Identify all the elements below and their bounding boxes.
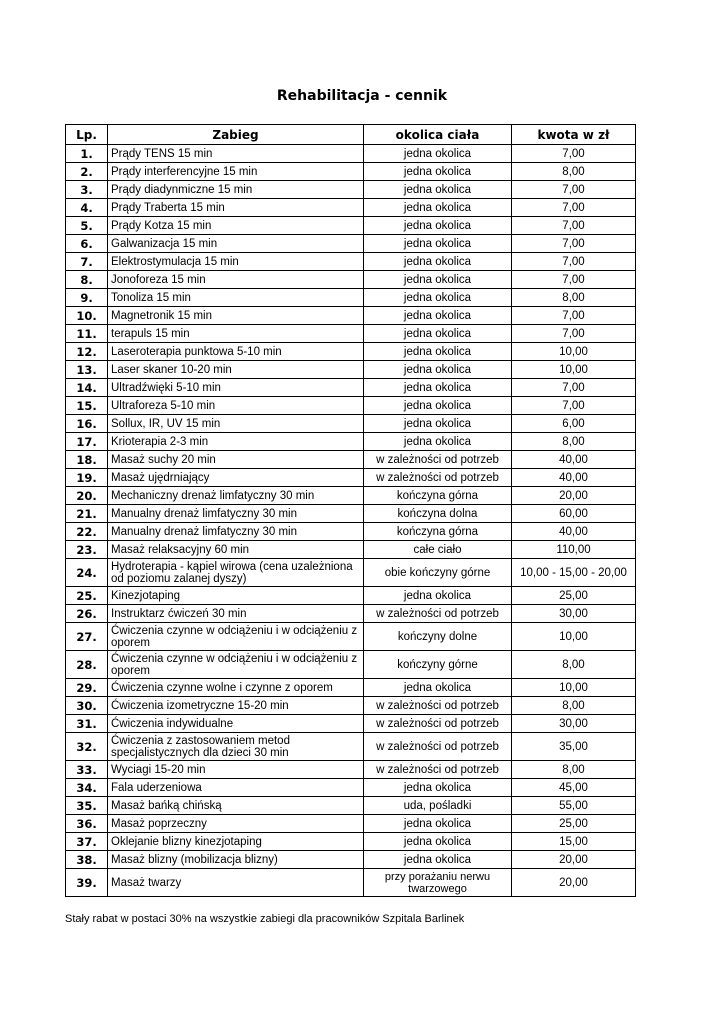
header-okolica: okolica ciała bbox=[364, 125, 512, 145]
price: 15,00 bbox=[512, 833, 636, 851]
treatment-name: Tonoliza 15 min bbox=[108, 289, 364, 307]
table-row bbox=[66, 235, 636, 253]
body-area: jedna okolica bbox=[364, 433, 512, 451]
body-area: kończyna górna bbox=[364, 487, 512, 505]
table-row bbox=[66, 343, 636, 361]
treatment-name: Masaż blizny (mobilizacja blizny) bbox=[108, 851, 364, 869]
price: 7,00 bbox=[512, 199, 636, 217]
body-area: jedna okolica bbox=[364, 397, 512, 415]
body-area: jedna okolica bbox=[364, 217, 512, 235]
price: 7,00 bbox=[512, 307, 636, 325]
body-area: jedna okolica bbox=[364, 307, 512, 325]
row-number: 11. bbox=[66, 325, 108, 343]
table-row bbox=[66, 679, 636, 697]
row-number: 21. bbox=[66, 505, 108, 523]
treatment-name: Ćwiczenia czynne w odciążeniu i w odciążeniu z oporem bbox=[108, 623, 364, 651]
page-title: Rehabilitacja - cennik bbox=[276, 88, 448, 104]
price: 10,00 - 15,00 - 20,00 bbox=[512, 559, 636, 587]
table-row bbox=[66, 851, 636, 869]
body-area: jedna okolica bbox=[364, 679, 512, 697]
body-area: jedna okolica bbox=[364, 145, 512, 163]
footnote: Stały rabat w postaci 30% na wszystkie zabiegi dla pracowników Szpitala Barlinek bbox=[65, 913, 465, 925]
row-number: 13. bbox=[66, 361, 108, 379]
treatment-name: Masaż ujędrniający bbox=[108, 469, 364, 487]
body-area: jedna okolica bbox=[364, 851, 512, 869]
price: 7,00 bbox=[512, 181, 636, 199]
body-area: jedna okolica bbox=[364, 815, 512, 833]
row-number: 35. bbox=[66, 797, 108, 815]
treatment-name: Masaż twarzy bbox=[108, 869, 364, 897]
price: 7,00 bbox=[512, 325, 636, 343]
row-number: 8. bbox=[66, 271, 108, 289]
row-number: 37. bbox=[66, 833, 108, 851]
price: 10,00 bbox=[512, 361, 636, 379]
price: 40,00 bbox=[512, 451, 636, 469]
price: 25,00 bbox=[512, 815, 636, 833]
treatment-name: Instruktarz ćwiczeń 30 min bbox=[108, 605, 364, 623]
row-number: 25. bbox=[66, 587, 108, 605]
treatment-name: Oklejanie blizny kinezjotaping bbox=[108, 833, 364, 851]
table-row bbox=[66, 199, 636, 217]
treatment-name: Manualny drenaż limfatyczny 30 min bbox=[108, 523, 364, 541]
body-area: w zależności od potrzeb bbox=[364, 697, 512, 715]
treatment-name: Manualny drenaż limfatyczny 30 min bbox=[108, 505, 364, 523]
table-row bbox=[66, 523, 636, 541]
price: 40,00 bbox=[512, 523, 636, 541]
treatment-name: Masaż bańką chińską bbox=[108, 797, 364, 815]
price: 10,00 bbox=[512, 623, 636, 651]
price: 20,00 bbox=[512, 851, 636, 869]
row-number: 18. bbox=[66, 451, 108, 469]
body-area: w zależności od potrzeb bbox=[364, 715, 512, 733]
row-number: 17. bbox=[66, 433, 108, 451]
table-row bbox=[66, 289, 636, 307]
treatment-name: terapuls 15 min bbox=[108, 325, 364, 343]
body-area: kończyna dolna bbox=[364, 505, 512, 523]
table-row bbox=[66, 587, 636, 605]
table-row bbox=[66, 779, 636, 797]
treatment-name: Ultraforeza 5-10 min bbox=[108, 397, 364, 415]
body-area: w zależności od potrzeb bbox=[364, 733, 512, 761]
table-row bbox=[66, 397, 636, 415]
table-row bbox=[66, 163, 636, 181]
table-row bbox=[66, 559, 636, 587]
price: 35,00 bbox=[512, 733, 636, 761]
treatment-name: Prądy interferencyjne 15 min bbox=[108, 163, 364, 181]
table-row bbox=[66, 505, 636, 523]
treatment-name: Jonoforeza 15 min bbox=[108, 271, 364, 289]
price: 20,00 bbox=[512, 487, 636, 505]
table-row bbox=[66, 869, 636, 897]
treatment-name: Masaż suchy 20 min bbox=[108, 451, 364, 469]
treatment-name: Masaż relaksacyjny 60 min bbox=[108, 541, 364, 559]
row-number: 4. bbox=[66, 199, 108, 217]
price: 30,00 bbox=[512, 605, 636, 623]
body-area: jedna okolica bbox=[364, 361, 512, 379]
treatment-name: Masaż poprzeczny bbox=[108, 815, 364, 833]
table-row bbox=[66, 181, 636, 199]
price: 10,00 bbox=[512, 343, 636, 361]
body-area: jedna okolica bbox=[364, 379, 512, 397]
body-area: jedna okolica bbox=[364, 163, 512, 181]
table-row bbox=[66, 605, 636, 623]
price: 8,00 bbox=[512, 697, 636, 715]
body-area: w zależności od potrzeb bbox=[364, 605, 512, 623]
body-area: jedna okolica bbox=[364, 271, 512, 289]
treatment-name: Kinezjotaping bbox=[108, 587, 364, 605]
price: 110,00 bbox=[512, 541, 636, 559]
treatment-name: Ćwiczenia czynne wolne i czynne z oporem bbox=[108, 679, 364, 697]
row-number: 20. bbox=[66, 487, 108, 505]
body-area: w zależności od potrzeb bbox=[364, 761, 512, 779]
treatment-name: Prądy diadynmiczne 15 min bbox=[108, 181, 364, 199]
row-number: 15. bbox=[66, 397, 108, 415]
body-area: jedna okolica bbox=[364, 587, 512, 605]
treatment-name: Prądy Traberta 15 min bbox=[108, 199, 364, 217]
row-number: 30. bbox=[66, 697, 108, 715]
treatment-name: Galwanizacja 15 min bbox=[108, 235, 364, 253]
table-row bbox=[66, 733, 636, 761]
price: 40,00 bbox=[512, 469, 636, 487]
price: 8,00 bbox=[512, 289, 636, 307]
treatment-name: Ultradźwięki 5-10 min bbox=[108, 379, 364, 397]
row-number: 39. bbox=[66, 869, 108, 897]
treatment-name: Laseroterapia punktowa 5-10 min bbox=[108, 343, 364, 361]
header-lp: Lp. bbox=[66, 125, 108, 145]
body-area: jedna okolica bbox=[364, 199, 512, 217]
table-body bbox=[66, 145, 636, 897]
row-number: 26. bbox=[66, 605, 108, 623]
treatment-name: Magnetronik 15 min bbox=[108, 307, 364, 325]
price: 25,00 bbox=[512, 587, 636, 605]
header-zabieg: Zabieg bbox=[108, 125, 364, 145]
table-row bbox=[66, 379, 636, 397]
body-area: uda, pośladki bbox=[364, 797, 512, 815]
row-number: 32. bbox=[66, 733, 108, 761]
table-row bbox=[66, 697, 636, 715]
body-area: jedna okolica bbox=[364, 325, 512, 343]
body-area: w zależności od potrzeb bbox=[364, 469, 512, 487]
price: 6,00 bbox=[512, 415, 636, 433]
row-number: 34. bbox=[66, 779, 108, 797]
body-area: jedna okolica bbox=[364, 343, 512, 361]
body-area: jedna okolica bbox=[364, 235, 512, 253]
table-row bbox=[66, 253, 636, 271]
treatment-name: Prądy TENS 15 min bbox=[108, 145, 364, 163]
row-number: 27. bbox=[66, 623, 108, 651]
row-number: 16. bbox=[66, 415, 108, 433]
table-row bbox=[66, 815, 636, 833]
table-row bbox=[66, 217, 636, 235]
price: 7,00 bbox=[512, 379, 636, 397]
table-header-row bbox=[66, 125, 636, 145]
treatment-name: Wyciagi 15-20 min bbox=[108, 761, 364, 779]
body-area: kończyny dolne bbox=[364, 623, 512, 651]
body-area: jedna okolica bbox=[364, 779, 512, 797]
row-number: 2. bbox=[66, 163, 108, 181]
treatment-name: Sollux, IR, UV 15 min bbox=[108, 415, 364, 433]
table-row bbox=[66, 623, 636, 651]
body-area: przy porażaniu nerwu twarzowego bbox=[364, 869, 512, 897]
row-number: 29. bbox=[66, 679, 108, 697]
header-kwota: kwota w zł bbox=[512, 125, 636, 145]
body-area: jedna okolica bbox=[364, 415, 512, 433]
row-number: 24. bbox=[66, 559, 108, 587]
price: 8,00 bbox=[512, 433, 636, 451]
price: 60,00 bbox=[512, 505, 636, 523]
price: 10,00 bbox=[512, 679, 636, 697]
table-row bbox=[66, 451, 636, 469]
treatment-name: Elektrostymulacja 15 min bbox=[108, 253, 364, 271]
price: 7,00 bbox=[512, 217, 636, 235]
price: 8,00 bbox=[512, 761, 636, 779]
row-number: 19. bbox=[66, 469, 108, 487]
row-number: 5. bbox=[66, 217, 108, 235]
table-row bbox=[66, 325, 636, 343]
row-number: 14. bbox=[66, 379, 108, 397]
price: 8,00 bbox=[512, 651, 636, 679]
table-row bbox=[66, 487, 636, 505]
table-row bbox=[66, 833, 636, 851]
treatment-name: Hydroterapia - kąpiel wirowa (cena uzależniona od poziomu zalanej dyszy) bbox=[108, 559, 364, 587]
price: 7,00 bbox=[512, 253, 636, 271]
row-number: 23. bbox=[66, 541, 108, 559]
treatment-name: Krioterapia 2-3 min bbox=[108, 433, 364, 451]
table-row bbox=[66, 469, 636, 487]
row-number: 38. bbox=[66, 851, 108, 869]
price: 55,00 bbox=[512, 797, 636, 815]
table-row bbox=[66, 797, 636, 815]
price: 7,00 bbox=[512, 145, 636, 163]
row-number: 10. bbox=[66, 307, 108, 325]
price-table bbox=[65, 124, 636, 897]
table-row bbox=[66, 761, 636, 779]
table-row bbox=[66, 715, 636, 733]
price: 30,00 bbox=[512, 715, 636, 733]
treatment-name: Mechaniczny drenaż limfatyczny 30 min bbox=[108, 487, 364, 505]
price: 45,00 bbox=[512, 779, 636, 797]
row-number: 33. bbox=[66, 761, 108, 779]
table-row bbox=[66, 415, 636, 433]
body-area: jedna okolica bbox=[364, 833, 512, 851]
body-area: kończyny górne bbox=[364, 651, 512, 679]
price: 20,00 bbox=[512, 869, 636, 897]
row-number: 6. bbox=[66, 235, 108, 253]
table-row bbox=[66, 433, 636, 451]
body-area: jedna okolica bbox=[364, 289, 512, 307]
table-row bbox=[66, 651, 636, 679]
treatment-name: Ćwiczenia izometryczne 15-20 min bbox=[108, 697, 364, 715]
table-row bbox=[66, 361, 636, 379]
treatment-name: Ćwiczenia indywidualne bbox=[108, 715, 364, 733]
table-row bbox=[66, 307, 636, 325]
row-number: 1. bbox=[66, 145, 108, 163]
body-area: kończyna górna bbox=[364, 523, 512, 541]
treatment-name: Fala uderzeniowa bbox=[108, 779, 364, 797]
row-number: 36. bbox=[66, 815, 108, 833]
row-number: 9. bbox=[66, 289, 108, 307]
table-row bbox=[66, 271, 636, 289]
table-row bbox=[66, 541, 636, 559]
treatment-name: Prądy Kotza 15 min bbox=[108, 217, 364, 235]
price: 7,00 bbox=[512, 235, 636, 253]
treatment-name: Laser skaner 10-20 min bbox=[108, 361, 364, 379]
body-area: obie kończyny górne bbox=[364, 559, 512, 587]
body-area: całe ciało bbox=[364, 541, 512, 559]
row-number: 31. bbox=[66, 715, 108, 733]
row-number: 22. bbox=[66, 523, 108, 541]
price: 7,00 bbox=[512, 397, 636, 415]
table-row bbox=[66, 145, 636, 163]
treatment-name: Ćwiczenia czynne w odciążeniu i w odciążeniu z oporem bbox=[108, 651, 364, 679]
price: 8,00 bbox=[512, 163, 636, 181]
treatment-name: Ćwiczenia z zastosowaniem metod specjalistycznych dla dzieci 30 min bbox=[108, 733, 364, 761]
row-number: 7. bbox=[66, 253, 108, 271]
body-area: w zależności od potrzeb bbox=[364, 451, 512, 469]
price: 7,00 bbox=[512, 271, 636, 289]
row-number: 12. bbox=[66, 343, 108, 361]
body-area: jedna okolica bbox=[364, 253, 512, 271]
body-area: jedna okolica bbox=[364, 181, 512, 199]
row-number: 28. bbox=[66, 651, 108, 679]
row-number: 3. bbox=[66, 181, 108, 199]
